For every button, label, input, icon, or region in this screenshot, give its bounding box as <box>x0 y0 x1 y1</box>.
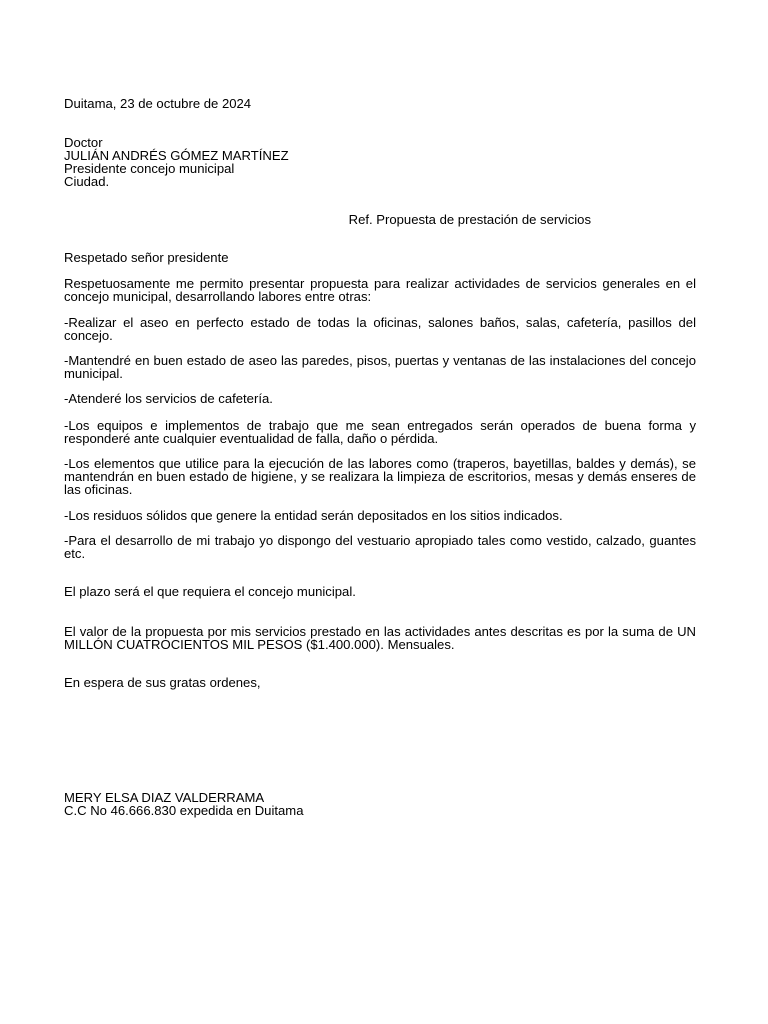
signer-name: MERY ELSA DIAZ VALDERRAMA <box>64 790 265 805</box>
intro-paragraph: Respetuosamente me permito presentar propuesta para realizar actividades de servicios generales en el concejo municipal, desarrollando labores entre otras: <box>64 276 696 305</box>
recipient-city: Ciudad. <box>64 174 110 189</box>
activity-item: -Atenderé los servicios de cafetería. <box>64 391 273 406</box>
signer-id: C.C No 46.666.830 expedida en Duitama <box>64 803 304 818</box>
activity-item: -Para el desarrollo de mi trabajo yo dispongo del vestuario apropiado tales como vestido, calzado, guantes etc. <box>64 533 696 562</box>
recipient-position: Presidente concejo municipal <box>64 161 235 176</box>
activity-item: -Los equipos e implementos de trabajo que me sean entregados serán operados de buena forma y responderé ante cualquier eventualidad de falla, daño o pérdida. <box>64 418 696 447</box>
closing-line: En espera de sus gratas ordenes, <box>64 675 261 690</box>
date-line: Duitama, 23 de octubre de 2024 <box>64 96 252 111</box>
activity-item: -Realizar el aseo en perfecto estado de todas la oficinas, salones baños, salas, cafetería, pasillos del concejo. <box>64 315 696 344</box>
salutation: Respetado señor presidente <box>64 250 229 265</box>
activity-item: -Los elementos que utilice para la ejecución de las labores como (traperos, bayetillas, baldes y demás), se mantendrán en buen estado de higiene, y se realizara la limpieza de escritorios, mesas y demás enseres de las oficinas. <box>64 456 696 498</box>
reference-line: Ref. Propuesta de prestación de servicios <box>348 212 591 227</box>
term-paragraph: El plazo será el que requiera el concejo municipal. <box>64 584 356 599</box>
activity-item: -Mantendré en buen estado de aseo las paredes, pisos, puertas y ventanas de las instalaciones del concejo municipal. <box>64 353 696 382</box>
recipient-title: Doctor <box>64 135 103 150</box>
value-paragraph: El valor de la propuesta por mis servicios prestado en las actividades antes descritas es por la suma de UN MILLÓN CUATROCIENTOS MIL PESOS ($1.400.000). Mensuales. <box>64 624 696 653</box>
recipient-name: JULIÁN ANDRÉS GÓMEZ MARTÍNEZ <box>64 148 289 163</box>
activity-item: -Los residuos sólidos que genere la entidad serán depositados en los sitios indicados. <box>64 508 563 523</box>
